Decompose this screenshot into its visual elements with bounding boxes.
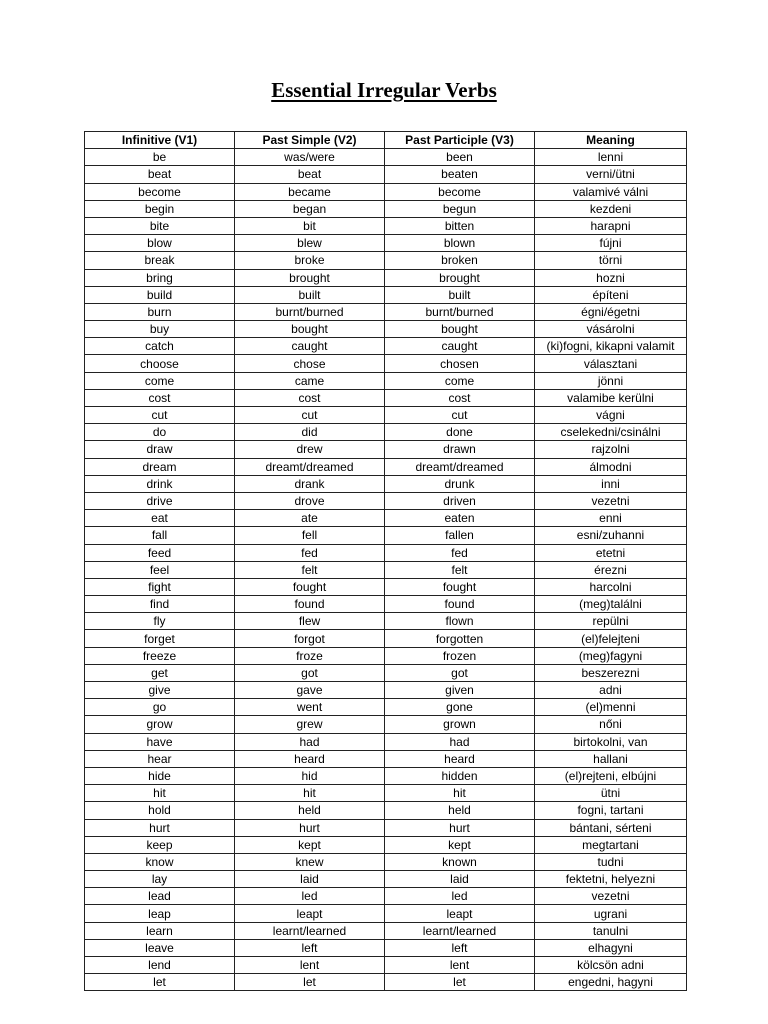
- table-row: [85, 492, 687, 509]
- cell-past-simple: let: [235, 974, 385, 991]
- table-row: [85, 613, 687, 630]
- table-row: [85, 922, 687, 939]
- cell-past-participle: bought: [385, 321, 535, 338]
- cell-meaning: harcolni: [535, 578, 687, 595]
- cell-past-participle: hidden: [385, 767, 535, 784]
- cell-infinitive: forget: [85, 630, 235, 647]
- cell-past-participle: bitten: [385, 217, 535, 234]
- cell-meaning: hozni: [535, 269, 687, 286]
- cell-infinitive: go: [85, 699, 235, 716]
- cell-infinitive: be: [85, 149, 235, 166]
- cell-infinitive: become: [85, 183, 235, 200]
- cell-meaning: cselekedni/csinálni: [535, 424, 687, 441]
- header-past-simple: Past Simple (V2): [235, 132, 385, 149]
- table-row: [85, 544, 687, 561]
- cell-infinitive: dream: [85, 458, 235, 475]
- cell-meaning: birtokolni, van: [535, 733, 687, 750]
- cell-infinitive: draw: [85, 441, 235, 458]
- cell-meaning: engedni, hagyni: [535, 974, 687, 991]
- cell-infinitive: come: [85, 372, 235, 389]
- cell-past-simple: heard: [235, 750, 385, 767]
- cell-meaning: ugrani: [535, 905, 687, 922]
- header-infinitive: Infinitive (V1): [85, 132, 235, 149]
- cell-past-participle: done: [385, 424, 535, 441]
- cell-past-simple: found: [235, 596, 385, 613]
- cell-infinitive: drink: [85, 475, 235, 492]
- cell-meaning: beszerezni: [535, 664, 687, 681]
- table-row: [85, 355, 687, 372]
- cell-past-simple: led: [235, 888, 385, 905]
- header-meaning: Meaning: [535, 132, 687, 149]
- cell-past-simple: built: [235, 286, 385, 303]
- cell-infinitive: break: [85, 252, 235, 269]
- cell-infinitive: hold: [85, 802, 235, 819]
- table-row: [85, 389, 687, 406]
- cell-infinitive: grow: [85, 716, 235, 733]
- cell-past-simple: lent: [235, 957, 385, 974]
- cell-past-participle: let: [385, 974, 535, 991]
- table-row: [85, 699, 687, 716]
- cell-meaning: építeni: [535, 286, 687, 303]
- cell-past-participle: eaten: [385, 510, 535, 527]
- cell-past-simple: cost: [235, 389, 385, 406]
- cell-past-participle: learnt/learned: [385, 922, 535, 939]
- table-row: [85, 338, 687, 355]
- table-row: [85, 200, 687, 217]
- cell-meaning: rajzolni: [535, 441, 687, 458]
- table-header-row: [85, 132, 687, 149]
- cell-infinitive: blow: [85, 235, 235, 252]
- page-title: Essential Irregular Verbs: [271, 78, 497, 102]
- cell-past-simple: did: [235, 424, 385, 441]
- cell-past-participle: lent: [385, 957, 535, 974]
- table-row: [85, 630, 687, 647]
- cell-past-participle: grown: [385, 716, 535, 733]
- cell-infinitive: catch: [85, 338, 235, 355]
- cell-past-simple: froze: [235, 647, 385, 664]
- cell-infinitive: cost: [85, 389, 235, 406]
- cell-past-simple: forgot: [235, 630, 385, 647]
- cell-infinitive: beat: [85, 166, 235, 183]
- cell-past-simple: kept: [235, 836, 385, 853]
- cell-past-simple: dreamt/dreamed: [235, 458, 385, 475]
- cell-past-simple: knew: [235, 853, 385, 870]
- cell-past-simple: hurt: [235, 819, 385, 836]
- cell-past-participle: found: [385, 596, 535, 613]
- table-row: [85, 785, 687, 802]
- cell-meaning: ütni: [535, 785, 687, 802]
- cell-meaning: (meg)találni: [535, 596, 687, 613]
- table-row: [85, 974, 687, 991]
- cell-past-participle: built: [385, 286, 535, 303]
- table-row: [85, 647, 687, 664]
- table-row: [85, 372, 687, 389]
- cell-past-participle: burnt/burned: [385, 303, 535, 320]
- cell-meaning: hallani: [535, 750, 687, 767]
- cell-past-simple: fought: [235, 578, 385, 595]
- cell-past-participle: held: [385, 802, 535, 819]
- cell-meaning: tudni: [535, 853, 687, 870]
- cell-infinitive: eat: [85, 510, 235, 527]
- cell-infinitive: drive: [85, 492, 235, 509]
- cell-past-participle: frozen: [385, 647, 535, 664]
- cell-past-participle: become: [385, 183, 535, 200]
- table-row: [85, 802, 687, 819]
- cell-infinitive: buy: [85, 321, 235, 338]
- cell-past-participle: led: [385, 888, 535, 905]
- cell-past-participle: laid: [385, 871, 535, 888]
- cell-past-participle: hit: [385, 785, 535, 802]
- table-row: [85, 407, 687, 424]
- cell-meaning: verni/ütni: [535, 166, 687, 183]
- cell-meaning: nőni: [535, 716, 687, 733]
- cell-meaning: bántani, sérteni: [535, 819, 687, 836]
- cell-past-participle: hurt: [385, 819, 535, 836]
- cell-past-simple: leapt: [235, 905, 385, 922]
- cell-past-simple: became: [235, 183, 385, 200]
- cell-past-simple: bit: [235, 217, 385, 234]
- cell-past-participle: got: [385, 664, 535, 681]
- cell-past-simple: drew: [235, 441, 385, 458]
- cell-past-simple: chose: [235, 355, 385, 372]
- cell-past-simple: burnt/burned: [235, 303, 385, 320]
- cell-meaning: kölcsön adni: [535, 957, 687, 974]
- table-row: [85, 235, 687, 252]
- cell-past-participle: been: [385, 149, 535, 166]
- cell-meaning: vágni: [535, 407, 687, 424]
- cell-past-simple: fell: [235, 527, 385, 544]
- cell-meaning: (el)menni: [535, 699, 687, 716]
- table-row: [85, 682, 687, 699]
- cell-past-simple: hid: [235, 767, 385, 784]
- cell-past-simple: held: [235, 802, 385, 819]
- cell-past-simple: got: [235, 664, 385, 681]
- table-row: [85, 475, 687, 492]
- table-row: [85, 303, 687, 320]
- table-row: [85, 149, 687, 166]
- cell-meaning: (el)rejteni, elbújni: [535, 767, 687, 784]
- cell-infinitive: learn: [85, 922, 235, 939]
- table-row: [85, 888, 687, 905]
- cell-past-participle: fed: [385, 544, 535, 561]
- cell-meaning: valamibe kerülni: [535, 389, 687, 406]
- cell-meaning: vezetni: [535, 492, 687, 509]
- table-row: [85, 957, 687, 974]
- cell-past-simple: drank: [235, 475, 385, 492]
- cell-past-participle: caught: [385, 338, 535, 355]
- cell-meaning: vásárolni: [535, 321, 687, 338]
- cell-past-simple: laid: [235, 871, 385, 888]
- cell-infinitive: burn: [85, 303, 235, 320]
- cell-past-participle: forgotten: [385, 630, 535, 647]
- cell-past-simple: left: [235, 939, 385, 956]
- cell-past-simple: learnt/learned: [235, 922, 385, 939]
- table-row: [85, 252, 687, 269]
- table-row: [85, 767, 687, 784]
- cell-meaning: tanulni: [535, 922, 687, 939]
- table-row: [85, 836, 687, 853]
- cell-infinitive: fall: [85, 527, 235, 544]
- cell-infinitive: hide: [85, 767, 235, 784]
- cell-meaning: repülni: [535, 613, 687, 630]
- cell-infinitive: fly: [85, 613, 235, 630]
- header-past-participle: Past Participle (V3): [385, 132, 535, 149]
- table-row: [85, 183, 687, 200]
- cell-past-simple: ate: [235, 510, 385, 527]
- table-row: [85, 269, 687, 286]
- cell-past-simple: brought: [235, 269, 385, 286]
- table-row: [85, 871, 687, 888]
- cell-past-simple: drove: [235, 492, 385, 509]
- table-row: [85, 750, 687, 767]
- table-row: [85, 321, 687, 338]
- cell-past-simple: began: [235, 200, 385, 217]
- cell-infinitive: hurt: [85, 819, 235, 836]
- cell-past-participle: gone: [385, 699, 535, 716]
- table-row: [85, 561, 687, 578]
- cell-infinitive: cut: [85, 407, 235, 424]
- cell-meaning: fújni: [535, 235, 687, 252]
- cell-meaning: égni/égetni: [535, 303, 687, 320]
- cell-meaning: megtartani: [535, 836, 687, 853]
- cell-infinitive: lead: [85, 888, 235, 905]
- table-row: [85, 166, 687, 183]
- cell-past-participle: beaten: [385, 166, 535, 183]
- cell-past-simple: broke: [235, 252, 385, 269]
- cell-infinitive: build: [85, 286, 235, 303]
- cell-infinitive: give: [85, 682, 235, 699]
- cell-meaning: (el)felejteni: [535, 630, 687, 647]
- cell-past-simple: came: [235, 372, 385, 389]
- table-row: [85, 578, 687, 595]
- cell-meaning: harapni: [535, 217, 687, 234]
- table-row: [85, 716, 687, 733]
- cell-meaning: álmodni: [535, 458, 687, 475]
- cell-past-simple: went: [235, 699, 385, 716]
- cell-infinitive: get: [85, 664, 235, 681]
- cell-infinitive: hit: [85, 785, 235, 802]
- cell-infinitive: choose: [85, 355, 235, 372]
- cell-infinitive: leap: [85, 905, 235, 922]
- cell-infinitive: fight: [85, 578, 235, 595]
- verb-table: [84, 131, 687, 991]
- cell-infinitive: find: [85, 596, 235, 613]
- cell-meaning: valamivé válni: [535, 183, 687, 200]
- cell-meaning: jönni: [535, 372, 687, 389]
- cell-infinitive: do: [85, 424, 235, 441]
- cell-past-participle: heard: [385, 750, 535, 767]
- cell-past-participle: fallen: [385, 527, 535, 544]
- cell-past-participle: broken: [385, 252, 535, 269]
- cell-infinitive: feed: [85, 544, 235, 561]
- cell-meaning: adni: [535, 682, 687, 699]
- cell-past-participle: left: [385, 939, 535, 956]
- cell-past-simple: grew: [235, 716, 385, 733]
- cell-past-simple: bought: [235, 321, 385, 338]
- cell-past-simple: was/were: [235, 149, 385, 166]
- cell-infinitive: hear: [85, 750, 235, 767]
- table-body: [85, 149, 687, 991]
- cell-past-participle: flown: [385, 613, 535, 630]
- table-row: [85, 424, 687, 441]
- cell-past-participle: kept: [385, 836, 535, 853]
- cell-meaning: (ki)fogni, kikapni valamit: [535, 338, 687, 355]
- cell-past-simple: hit: [235, 785, 385, 802]
- cell-past-participle: drunk: [385, 475, 535, 492]
- cell-meaning: enni: [535, 510, 687, 527]
- cell-meaning: fogni, tartani: [535, 802, 687, 819]
- table-row: [85, 853, 687, 870]
- table-row: [85, 596, 687, 613]
- table-row: [85, 905, 687, 922]
- cell-past-participle: known: [385, 853, 535, 870]
- cell-infinitive: begin: [85, 200, 235, 217]
- cell-meaning: vezetni: [535, 888, 687, 905]
- table-row: [85, 458, 687, 475]
- cell-past-simple: fed: [235, 544, 385, 561]
- cell-past-participle: come: [385, 372, 535, 389]
- cell-infinitive: keep: [85, 836, 235, 853]
- cell-infinitive: lend: [85, 957, 235, 974]
- cell-meaning: lenni: [535, 149, 687, 166]
- cell-past-simple: flew: [235, 613, 385, 630]
- cell-meaning: (meg)fagyni: [535, 647, 687, 664]
- cell-meaning: inni: [535, 475, 687, 492]
- cell-past-participle: felt: [385, 561, 535, 578]
- cell-past-participle: cut: [385, 407, 535, 424]
- cell-infinitive: have: [85, 733, 235, 750]
- cell-past-participle: driven: [385, 492, 535, 509]
- cell-past-simple: had: [235, 733, 385, 750]
- cell-infinitive: freeze: [85, 647, 235, 664]
- cell-past-participle: fought: [385, 578, 535, 595]
- cell-past-simple: beat: [235, 166, 385, 183]
- cell-infinitive: let: [85, 974, 235, 991]
- table-row: [85, 939, 687, 956]
- cell-past-simple: blew: [235, 235, 385, 252]
- cell-past-simple: cut: [235, 407, 385, 424]
- cell-past-participle: dreamt/dreamed: [385, 458, 535, 475]
- table-row: [85, 510, 687, 527]
- cell-meaning: fektetni, helyezni: [535, 871, 687, 888]
- cell-past-participle: cost: [385, 389, 535, 406]
- cell-past-participle: blown: [385, 235, 535, 252]
- cell-past-participle: had: [385, 733, 535, 750]
- cell-meaning: etetni: [535, 544, 687, 561]
- table-row: [85, 217, 687, 234]
- cell-meaning: törni: [535, 252, 687, 269]
- cell-past-participle: brought: [385, 269, 535, 286]
- cell-meaning: elhagyni: [535, 939, 687, 956]
- cell-past-participle: begun: [385, 200, 535, 217]
- cell-past-simple: caught: [235, 338, 385, 355]
- cell-meaning: érezni: [535, 561, 687, 578]
- cell-past-participle: chosen: [385, 355, 535, 372]
- table-row: [85, 527, 687, 544]
- cell-past-simple: felt: [235, 561, 385, 578]
- cell-meaning: kezdeni: [535, 200, 687, 217]
- cell-infinitive: bring: [85, 269, 235, 286]
- cell-infinitive: leave: [85, 939, 235, 956]
- table-row: [85, 733, 687, 750]
- cell-meaning: esni/zuhanni: [535, 527, 687, 544]
- cell-infinitive: know: [85, 853, 235, 870]
- table-row: [85, 286, 687, 303]
- cell-past-simple: gave: [235, 682, 385, 699]
- table-row: [85, 819, 687, 836]
- cell-infinitive: feel: [85, 561, 235, 578]
- cell-past-participle: drawn: [385, 441, 535, 458]
- cell-past-participle: leapt: [385, 905, 535, 922]
- table-row: [85, 441, 687, 458]
- cell-meaning: választani: [535, 355, 687, 372]
- cell-past-participle: given: [385, 682, 535, 699]
- cell-infinitive: bite: [85, 217, 235, 234]
- cell-infinitive: lay: [85, 871, 235, 888]
- table-row: [85, 664, 687, 681]
